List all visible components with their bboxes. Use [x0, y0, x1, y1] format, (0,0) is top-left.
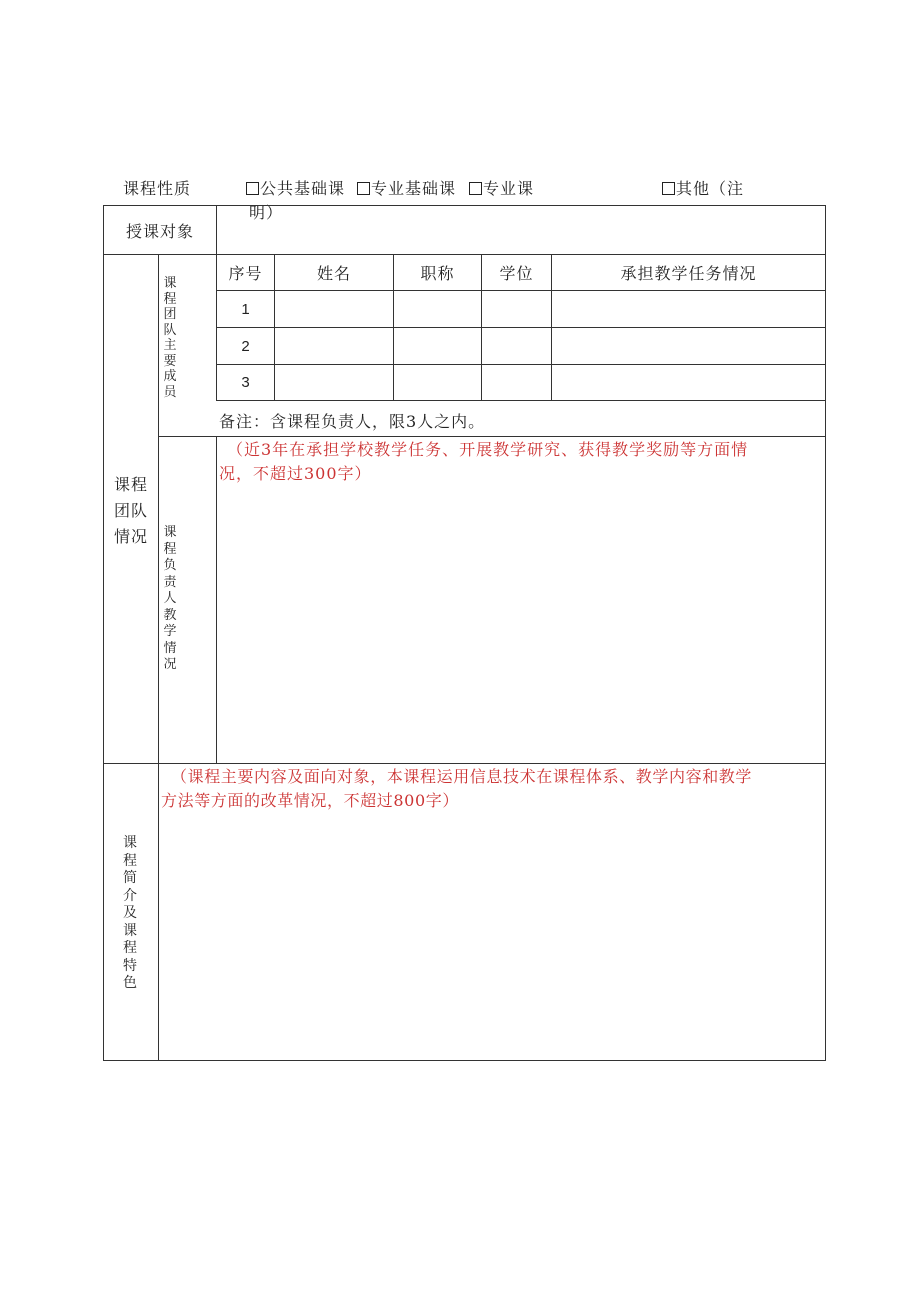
row-2-no: 2: [241, 337, 250, 355]
row-1-degree-input[interactable]: [482, 291, 551, 327]
leader-teaching-label: 课 程 负 责 人 教 学 情 况: [163, 525, 177, 672]
row-3-no: 3: [241, 374, 250, 391]
checkbox-public-basic[interactable]: [246, 182, 259, 195]
course-intro-textarea[interactable]: [161, 765, 823, 1057]
option-professional-label: 专业课: [483, 179, 535, 198]
option-other[interactable]: [662, 176, 744, 199]
leader-hint-line1: （近3年在承担学校教学任务、开展教学研究、获得教学奖励等方面情: [227, 440, 749, 459]
leader-teaching-textarea[interactable]: [219, 438, 823, 760]
option-other-label: 其他（注: [676, 179, 745, 198]
members-label: 课 程 团 队 主 要 成 员: [163, 276, 177, 400]
leader-hint-line2: 况，不超过300字）: [219, 464, 372, 483]
row-2-title-input[interactable]: [394, 328, 481, 364]
team-section-label: 课程 团队 情况: [113, 475, 148, 546]
intro-hint-line2: 方法等方面的改革情况，不超过800字）: [161, 791, 459, 810]
option-professional-basic-label: 专业基础课: [371, 179, 457, 198]
row-1-no: 1: [241, 300, 250, 318]
course-nature-label: 课程性质: [123, 179, 192, 198]
audience-input[interactable]: [217, 206, 825, 254]
option-professional[interactable]: [469, 176, 534, 199]
col-header-name: 姓名: [316, 264, 351, 283]
option-professional-basic[interactable]: [357, 176, 456, 199]
row-2-name-input[interactable]: [275, 328, 393, 364]
row-1-task-input[interactable]: [552, 291, 825, 327]
option-other-label-cont: 明）: [249, 203, 284, 222]
row-1-title-input[interactable]: [394, 291, 481, 327]
checkbox-professional-basic[interactable]: [357, 182, 370, 195]
row-3-title-input[interactable]: [394, 365, 481, 400]
row-3-degree-input[interactable]: [482, 365, 551, 400]
row-3-task-input[interactable]: [552, 365, 825, 400]
intro-hint-line1: （课程主要内容及面向对象，本课程运用信息技术在课程体系、教学内容和教学: [171, 767, 753, 786]
row-1-name-input[interactable]: [275, 291, 393, 327]
col-header-title: 职称: [420, 264, 455, 283]
option-public-basic-label: 公共基础课: [260, 179, 346, 198]
row-2-degree-input[interactable]: [482, 328, 551, 364]
checkbox-professional[interactable]: [469, 182, 482, 195]
col-header-degree: 学位: [499, 264, 534, 283]
members-note: 备注：含课程负责人，限3人之内。: [219, 412, 486, 431]
row-3-name-input[interactable]: [275, 365, 393, 400]
audience-label: 授课对象: [125, 221, 194, 241]
col-header-no: 序号: [228, 264, 263, 283]
row-2-task-input[interactable]: [552, 328, 825, 364]
col-header-task: 承担教学任务情况: [620, 264, 757, 283]
option-public-basic[interactable]: [246, 176, 345, 199]
checkbox-other[interactable]: [662, 182, 675, 195]
course-intro-label: 课 程 简 介 及 课 程 特 色: [123, 835, 137, 991]
